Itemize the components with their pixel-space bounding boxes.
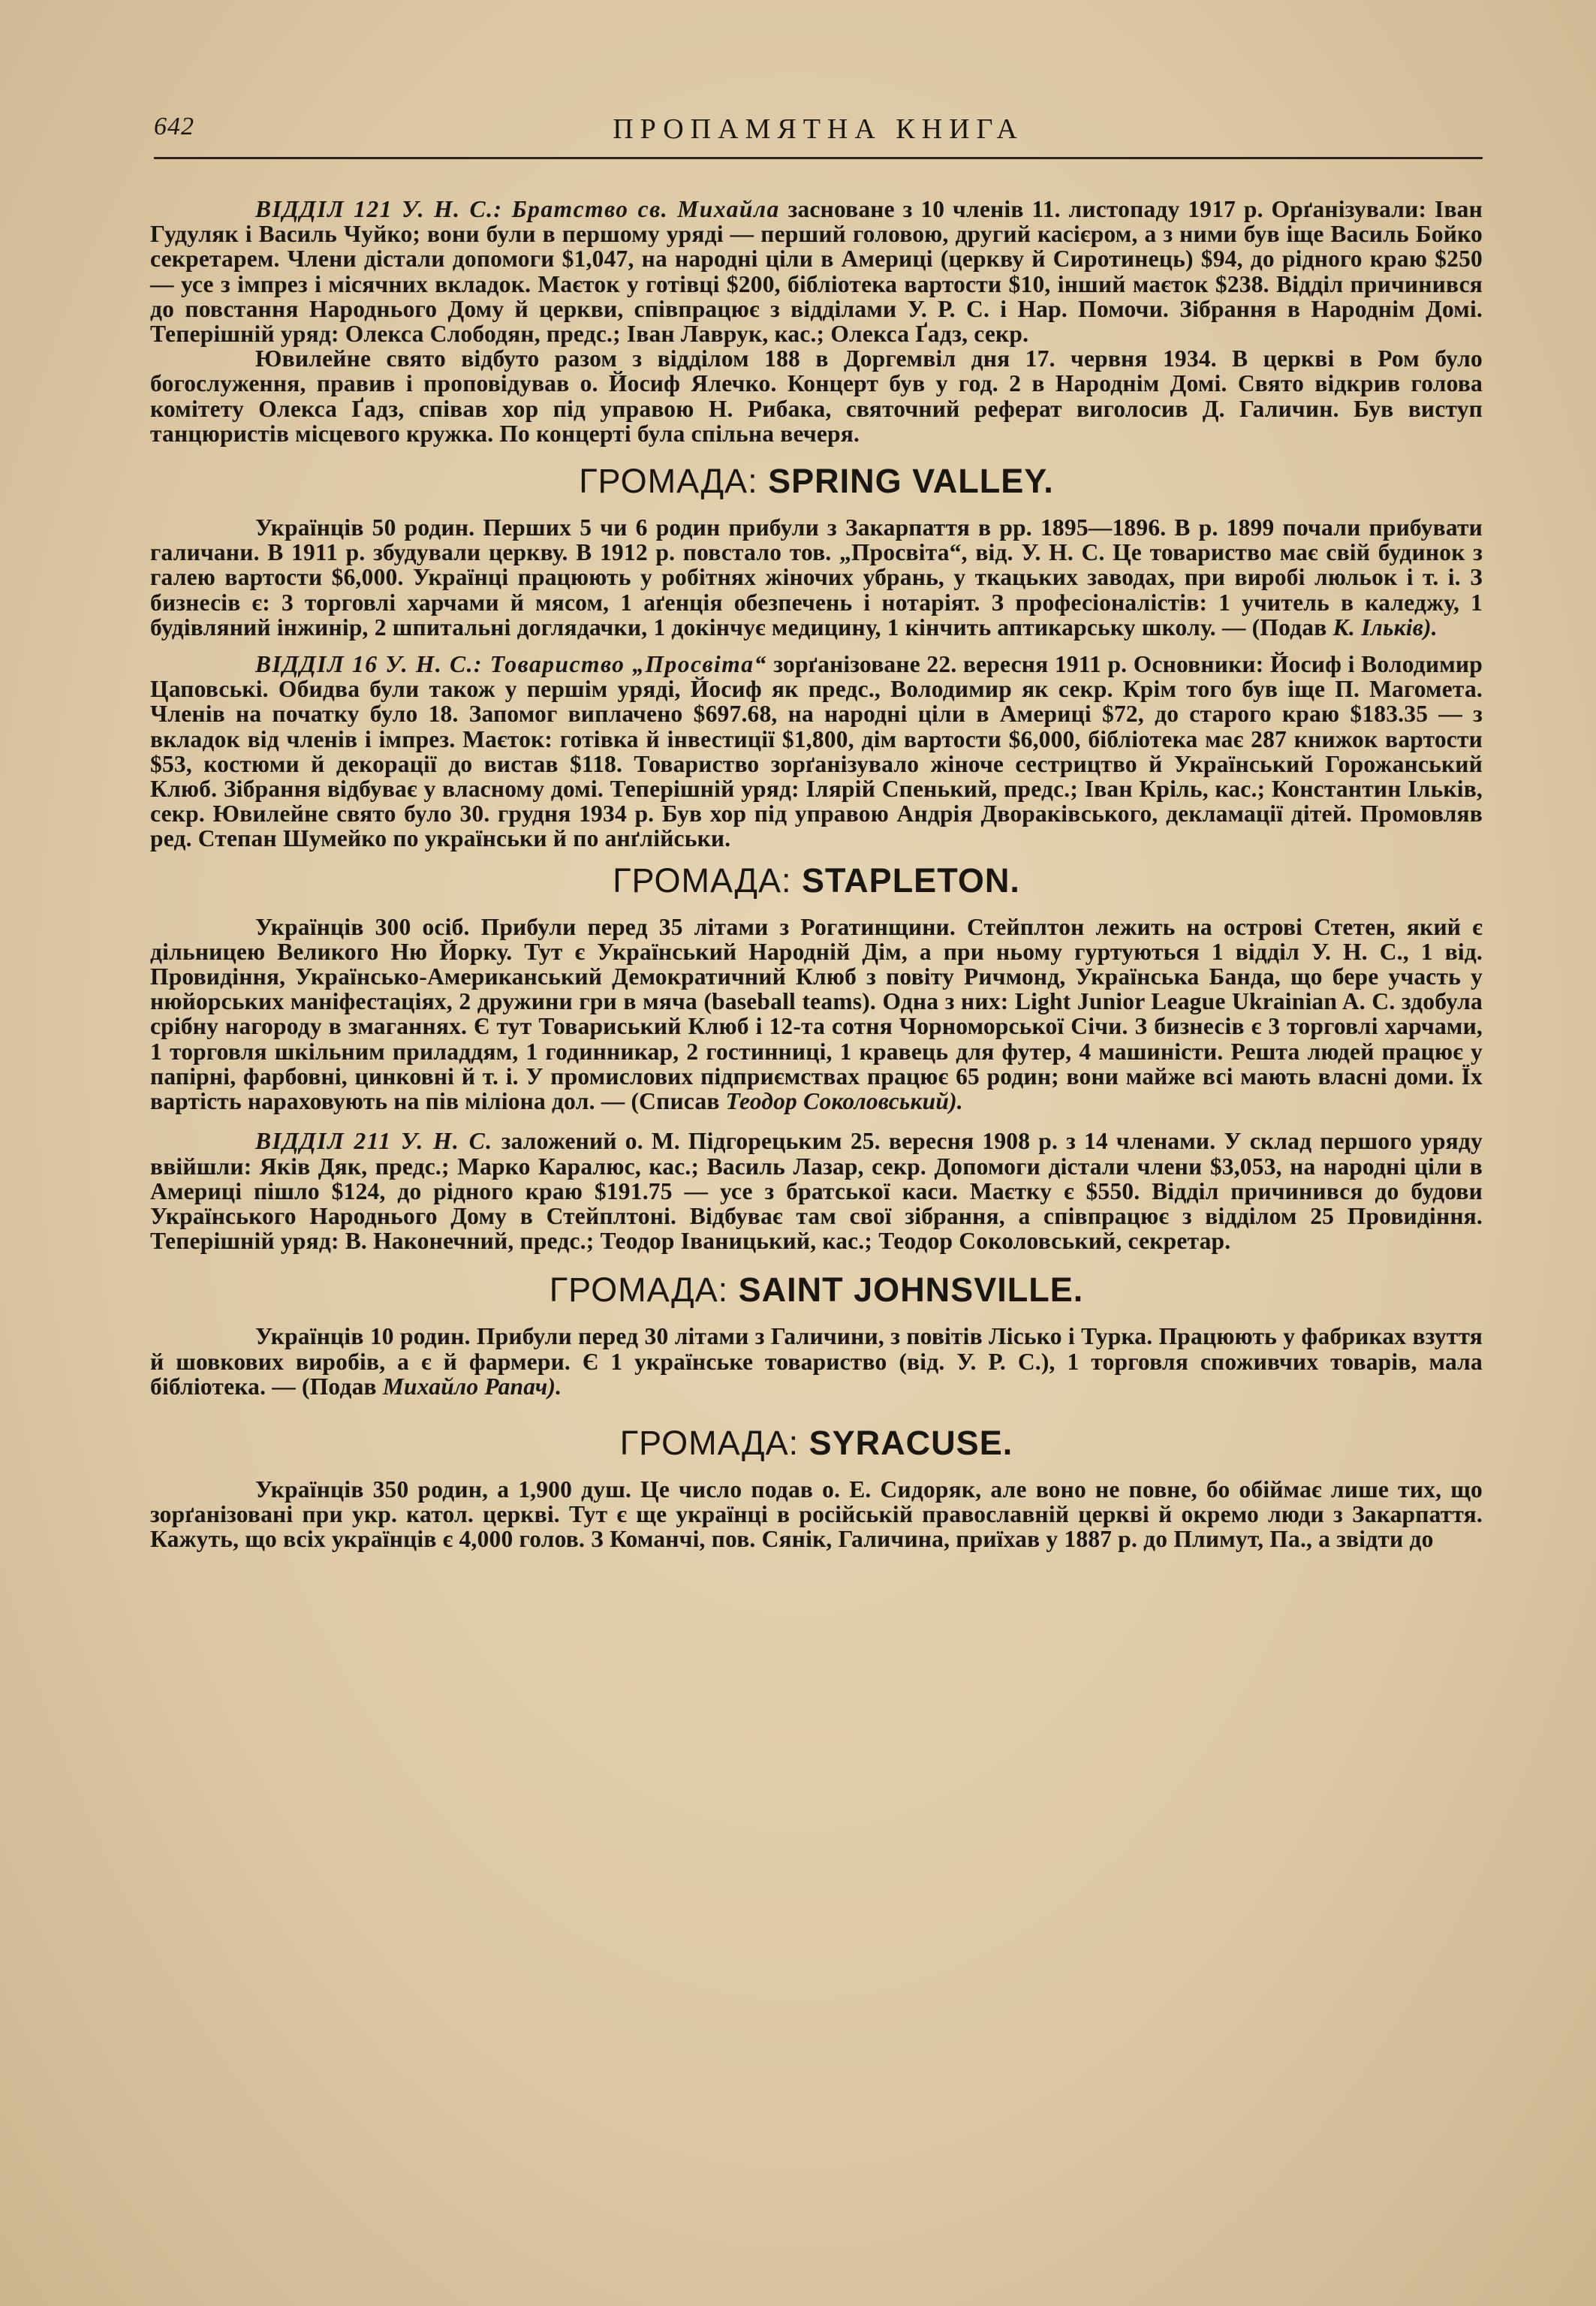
heading-place: SPRING VALLEY. (768, 462, 1054, 501)
paragraph-text: заложений о. М. Підгорецьким 25. вересня 1908 р. з 14 членами. У склад першого уряду ввійшли: Яків Дяк, предс.; Марко Каралюс, кас.; Василь Лазар, секр. Допомоги дістали члени $3,053, на народні ціли в Америці пішло $124, до рідного краю $191.75 — усе з братської каси. Маєтку є $550. Відділ причинився до будови Українського Народнього Дому в Стейплтоні. Відбуває там свої зібрання, а співпрацює з відділом 25 Провидіння. Теперішній уряд: В. Наконечний, предс.; Теодор Іваницький, кас.; Теодор Соколовський, секретар. (150, 1128, 1483, 1255)
paragraph-text: Ювилейне свято відбуто разом з відділом 188 в Доргемвіл дня 17. червня 1934. В церкві в Ром було богослуження, правив і проповідував о. Йосиф Ялечко. Концерт був у год. 2 в Народнім Домі. Свято відкрив голова комітету Олекса Ґадз, співав хор під управою Н. Рибака, святочний реферат виголосив Д. Галичин. Був виступ танцюристів місцевого кружка. По концерті була спільна вечеря. (150, 345, 1483, 447)
header-rule (154, 157, 1483, 159)
paragraph-branch-121 (150, 197, 1483, 346)
page-number: 642 (154, 113, 194, 140)
section-heading-syracuse (150, 1424, 1483, 1462)
paragraph-text: засноване з 10 членів 11. листопаду 1917 р. Орґанізували: Іван Гудуляк і Василь Чуйко; вони були в першому уряді — перший головою, другий касієром, а з ними був іще Василь Бойко секретарем. Члени дістали допомоги $1,047, на народні ціли в Америці (церкву й Сиротинець) $94, до рідного краю $250 — усе з імпрез і місячних вкладок. Маєток у готівці $200, бібліотека вартости $10, інший маєток $238. Відділ причинився до повстання Народнього Дому й церкви, співпрацює з відділами У. Р. С. і Нар. Помочи. Зібрання в Народнім Домі. Теперішній уряд: Олекса Слободян, предс.; Іван Лаврук, кас.; Олекса Ґадз, секр. (150, 196, 1483, 348)
heading-place: SAINT JOHNSVILLE. (738, 1271, 1084, 1310)
paragraph-lead: ВІДДІЛ 211 У. Н. С. (255, 1128, 493, 1155)
paragraph-branch-211 (150, 1129, 1483, 1253)
section-heading-spring-valley (150, 463, 1483, 500)
paragraph-lead: ВІДДІЛ 121 У. Н. С.: Братство св. Михайла (255, 196, 780, 222)
paragraph-branch-16 (150, 652, 1483, 852)
heading-prefix: ГРОМАДА: (579, 462, 769, 501)
section-heading-stapleton (150, 862, 1483, 900)
section-heading-saint-johnsville (150, 1271, 1483, 1309)
paragraph-spring-valley (150, 515, 1483, 640)
heading-place: STAPLETON. (802, 861, 1020, 900)
paragraph-lead: ВІДДІЛ 16 У. Н. С.: Товариство „Просвіта“ (255, 651, 767, 678)
paragraph-syracuse (150, 1477, 1483, 1552)
paragraph-text: Українців 300 осіб. Прибули перед 35 літами з Рогатинщини. Стейплтон лежить на острові Стетен, який є дільницею Великого Ню Йорку. Тут є Український Народній Дім, а при ньому гуртуються 1 відділ У. Н. С., 1 від. Провидіння, Українсько-Американський Демократичний Клюб з повіту Ричмонд, Українська Банда, що бере участь у нюйорських маніфестаціях, 2 дружини гри в мяча (baseball teams). Одна з них: Light Junior League Ukrainian A. C. здобула срібну нагороду в змаганнях. Є тут Товариський Клюб і 12-та сотня Чорноморської Січи. З бизнесів є 3 торговлі харчами, 1 торговля шкільним приладдям, 1 годинникар, 2 гостинниці, 1 кравець для футер, 4 машиністи. Решта людей працює у папірні, фарбовні, цинковні й т. і. У промислових підприємствах працює 65 родин; вони майже всі мають власні доми. Їх вартість нараховують на пів міліона дол. — (Списав (150, 913, 1483, 1115)
heading-prefix: ГРОМАДА: (619, 1423, 809, 1462)
heading-place: SYRACUSE. (809, 1423, 1013, 1462)
paragraph-stapleton (150, 915, 1483, 1114)
paragraph-author: Михайло Рапач). (382, 1373, 562, 1400)
paragraph-author: К. Ільків). (1333, 613, 1438, 641)
heading-prefix: ГРОМАДА: (549, 1271, 739, 1310)
paragraph-text: Українців 350 родин, а 1,900 душ. Це число подав о. Е. Сидоряк, але воно не повне, бо обіймає лише тих, що зорґанізовані при укр. катол. церкві. Тут є ще українці в російській православній церкві й окремо люди з Закарпаття. Кажуть, що всіх українців є 4,000 голов. З Команчі, пов. Сянік, Галичина, приїхав у 1887 р. до Плимут, Па., а звідти до (150, 1476, 1483, 1553)
paragraph-author: Теодор Соколовський). (725, 1088, 963, 1115)
running-title: ПРОПАМЯТНА КНИГА (613, 113, 1024, 145)
paragraph-saint-johnsville (150, 1324, 1483, 1399)
page-content (150, 197, 1483, 1552)
heading-prefix: ГРОМАДА: (613, 861, 803, 900)
paragraph-text: зорґанізоване 22. вересня 1911 р. Основники: Йосиф і Володимир Цаповські. Обидва були також у першім уряді, Йосиф як предс., Володимир як секр. Крім того був іще П. Магомета. Членів на початку було 18. Запомог виплачено $697.68, на народні ціли в Америці $72, до старого краю $183.35 — з вкладок від членів і імпрез. Маєток: готівка й інвестиції $1,800, дім вартости $6,000, бібліотека має 287 книжок вартости $53, костюми й декорації до вистав $118. Товариство зорґанізувало жіноче сестрицтво й Український Горожанський Клюб. Зібрання відбуває у власному домі. Теперішній уряд: Ілярій Спенький, предс.; Іван Кріль, кас.; Константин Ільків, секр. Ювилейне свято було 30. грудня 1934 р. Був хор під управою Андрія Двораківського, декламації дітей. Промовляв ред. Степан Шумейко по українськи й по анґлійськи. (150, 651, 1483, 852)
paragraph-text: Українців 10 родин. Прибули перед 30 літами з Галичини, з повітів Лісько і Турка. Працюють у фабриках взуття й шовкових виробів, а є й фармери. Є 1 українське товариство (від. У. Р. С.), 1 торговля споживчих товарів, мала бібліотека. — (Подав (150, 1323, 1483, 1400)
page-header (154, 113, 1483, 158)
paragraph-text: Українців 50 родин. Перших 5 чи 6 родин прибули з Закарпаття в рр. 1895—1896. В р. 1899 почали прибувати галичани. В 1911 р. збудували церкву. В 1912 р. повстало тов. „Просвіта“, від. У. Н. С. Це товариство має свій будинок з галею вартости $6,000. Українці працюють у робітнях жіночих убрань, у ткацьких заводах, при виробі люльок і т. і. З бизнесів є: 3 торговлі харчами й мясом, 1 аґенція обезпечень і нотаріят. З професіоналістів: 1 учитель в каледжу, 1 будівляний інжинір, 2 шпитальні доглядачки, 1 докінчує медицину, 1 кінчить аптикарську школу. — (Подав (150, 514, 1483, 641)
paragraph-jubilee-121 (150, 346, 1483, 446)
